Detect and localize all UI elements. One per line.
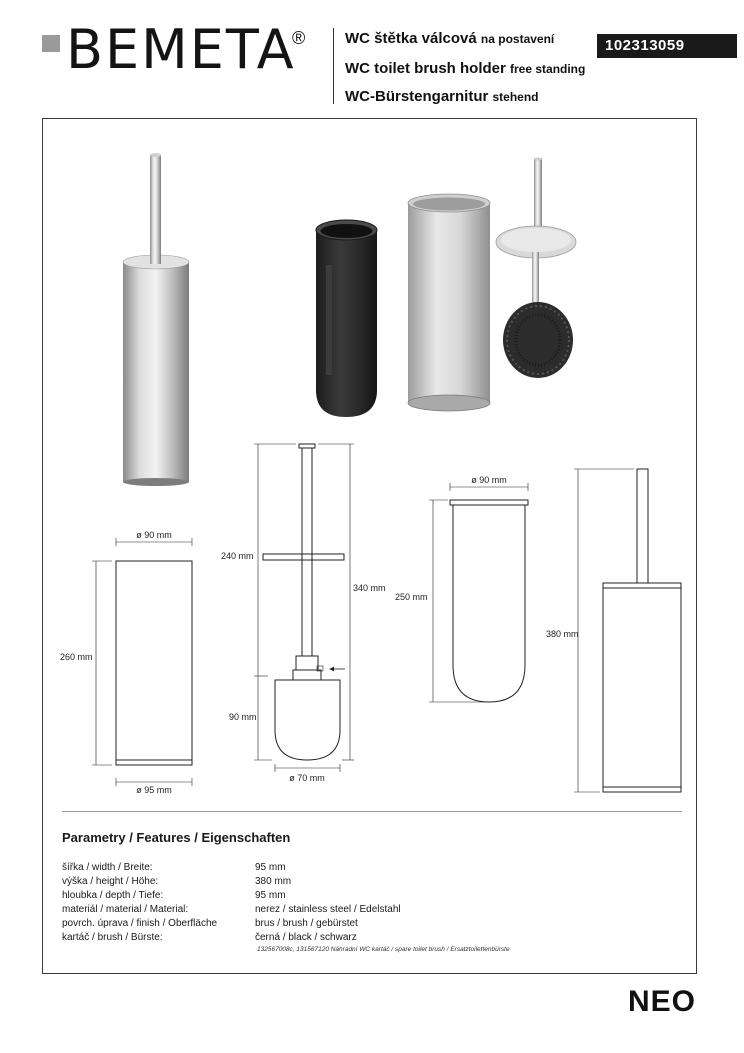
feature-label: povrch. úprava / finish / Oberfläche <box>62 918 218 929</box>
photo-assembled-holder <box>123 153 189 486</box>
title-german-main: WC-Bürstengarnitur <box>345 88 489 105</box>
drawing-insert <box>429 483 528 702</box>
feature-label: hloubka / depth / Tiefe: <box>62 890 164 901</box>
photo-steel-cylinder <box>408 194 490 411</box>
feature-value: 95 mm <box>255 862 286 873</box>
dim-holder-height: 260 mm <box>60 652 93 662</box>
brand-logo: BEMETA <box>66 18 296 81</box>
feature-label: výška / height / Höhe: <box>62 876 159 887</box>
feature-value: 95 mm <box>255 890 286 901</box>
dim-holder-bottom-diameter: ø 95 mm <box>136 785 172 795</box>
dim-overall-height: 380 mm <box>546 629 579 639</box>
dim-insert-diameter: ø 90 mm <box>471 475 507 485</box>
drawing-brush <box>254 444 354 772</box>
feature-label: materiál / material / Material: <box>62 904 189 915</box>
feature-value: černá / black / schwarz <box>255 932 357 943</box>
feature-label: šířka / width / Breite: <box>62 862 153 873</box>
feature-value: 380 mm <box>255 876 292 887</box>
series-name: NEO <box>628 985 697 1018</box>
dim-insert-height: 250 mm <box>395 592 428 602</box>
drawing-assembled <box>574 469 681 792</box>
dim-brush-head-diameter: ø 70 mm <box>289 773 325 783</box>
dim-brush-plate-height: 240 mm <box>221 551 254 561</box>
spare-part-note: 132567008c, 131567120 Náhradní WC kartáč / spare toilet brush / Ersatztoilettenbürste <box>257 946 510 953</box>
product-code-badge: 102313059 <box>597 34 737 58</box>
title-german-sub: stehend <box>492 90 539 104</box>
feature-label: kartáč / brush / Bürste: <box>62 932 163 943</box>
dim-holder-top-diameter: ø 90 mm <box>136 530 172 540</box>
section-divider <box>62 811 682 812</box>
feature-value: nerez / stainless steel / Edelstahl <box>255 904 401 915</box>
title-english-main: WC toilet brush holder <box>345 60 506 77</box>
drawing-holder <box>92 538 192 786</box>
features-heading: Parametry / Features / Eigenschaften <box>62 830 291 845</box>
dim-brush-head-height: 90 mm <box>229 712 257 722</box>
registered-mark: ® <box>292 28 306 48</box>
feature-value: brus / brush / gebürstet <box>255 918 358 929</box>
photo-brush <box>496 158 576 379</box>
title-czech-main: WC štětka válcová <box>345 30 477 47</box>
title-english-sub: free standing <box>510 62 586 76</box>
title-czech-sub: na postavení <box>480 32 555 46</box>
dim-brush-total-height: 340 mm <box>353 583 386 593</box>
photo-black-insert <box>316 220 377 417</box>
